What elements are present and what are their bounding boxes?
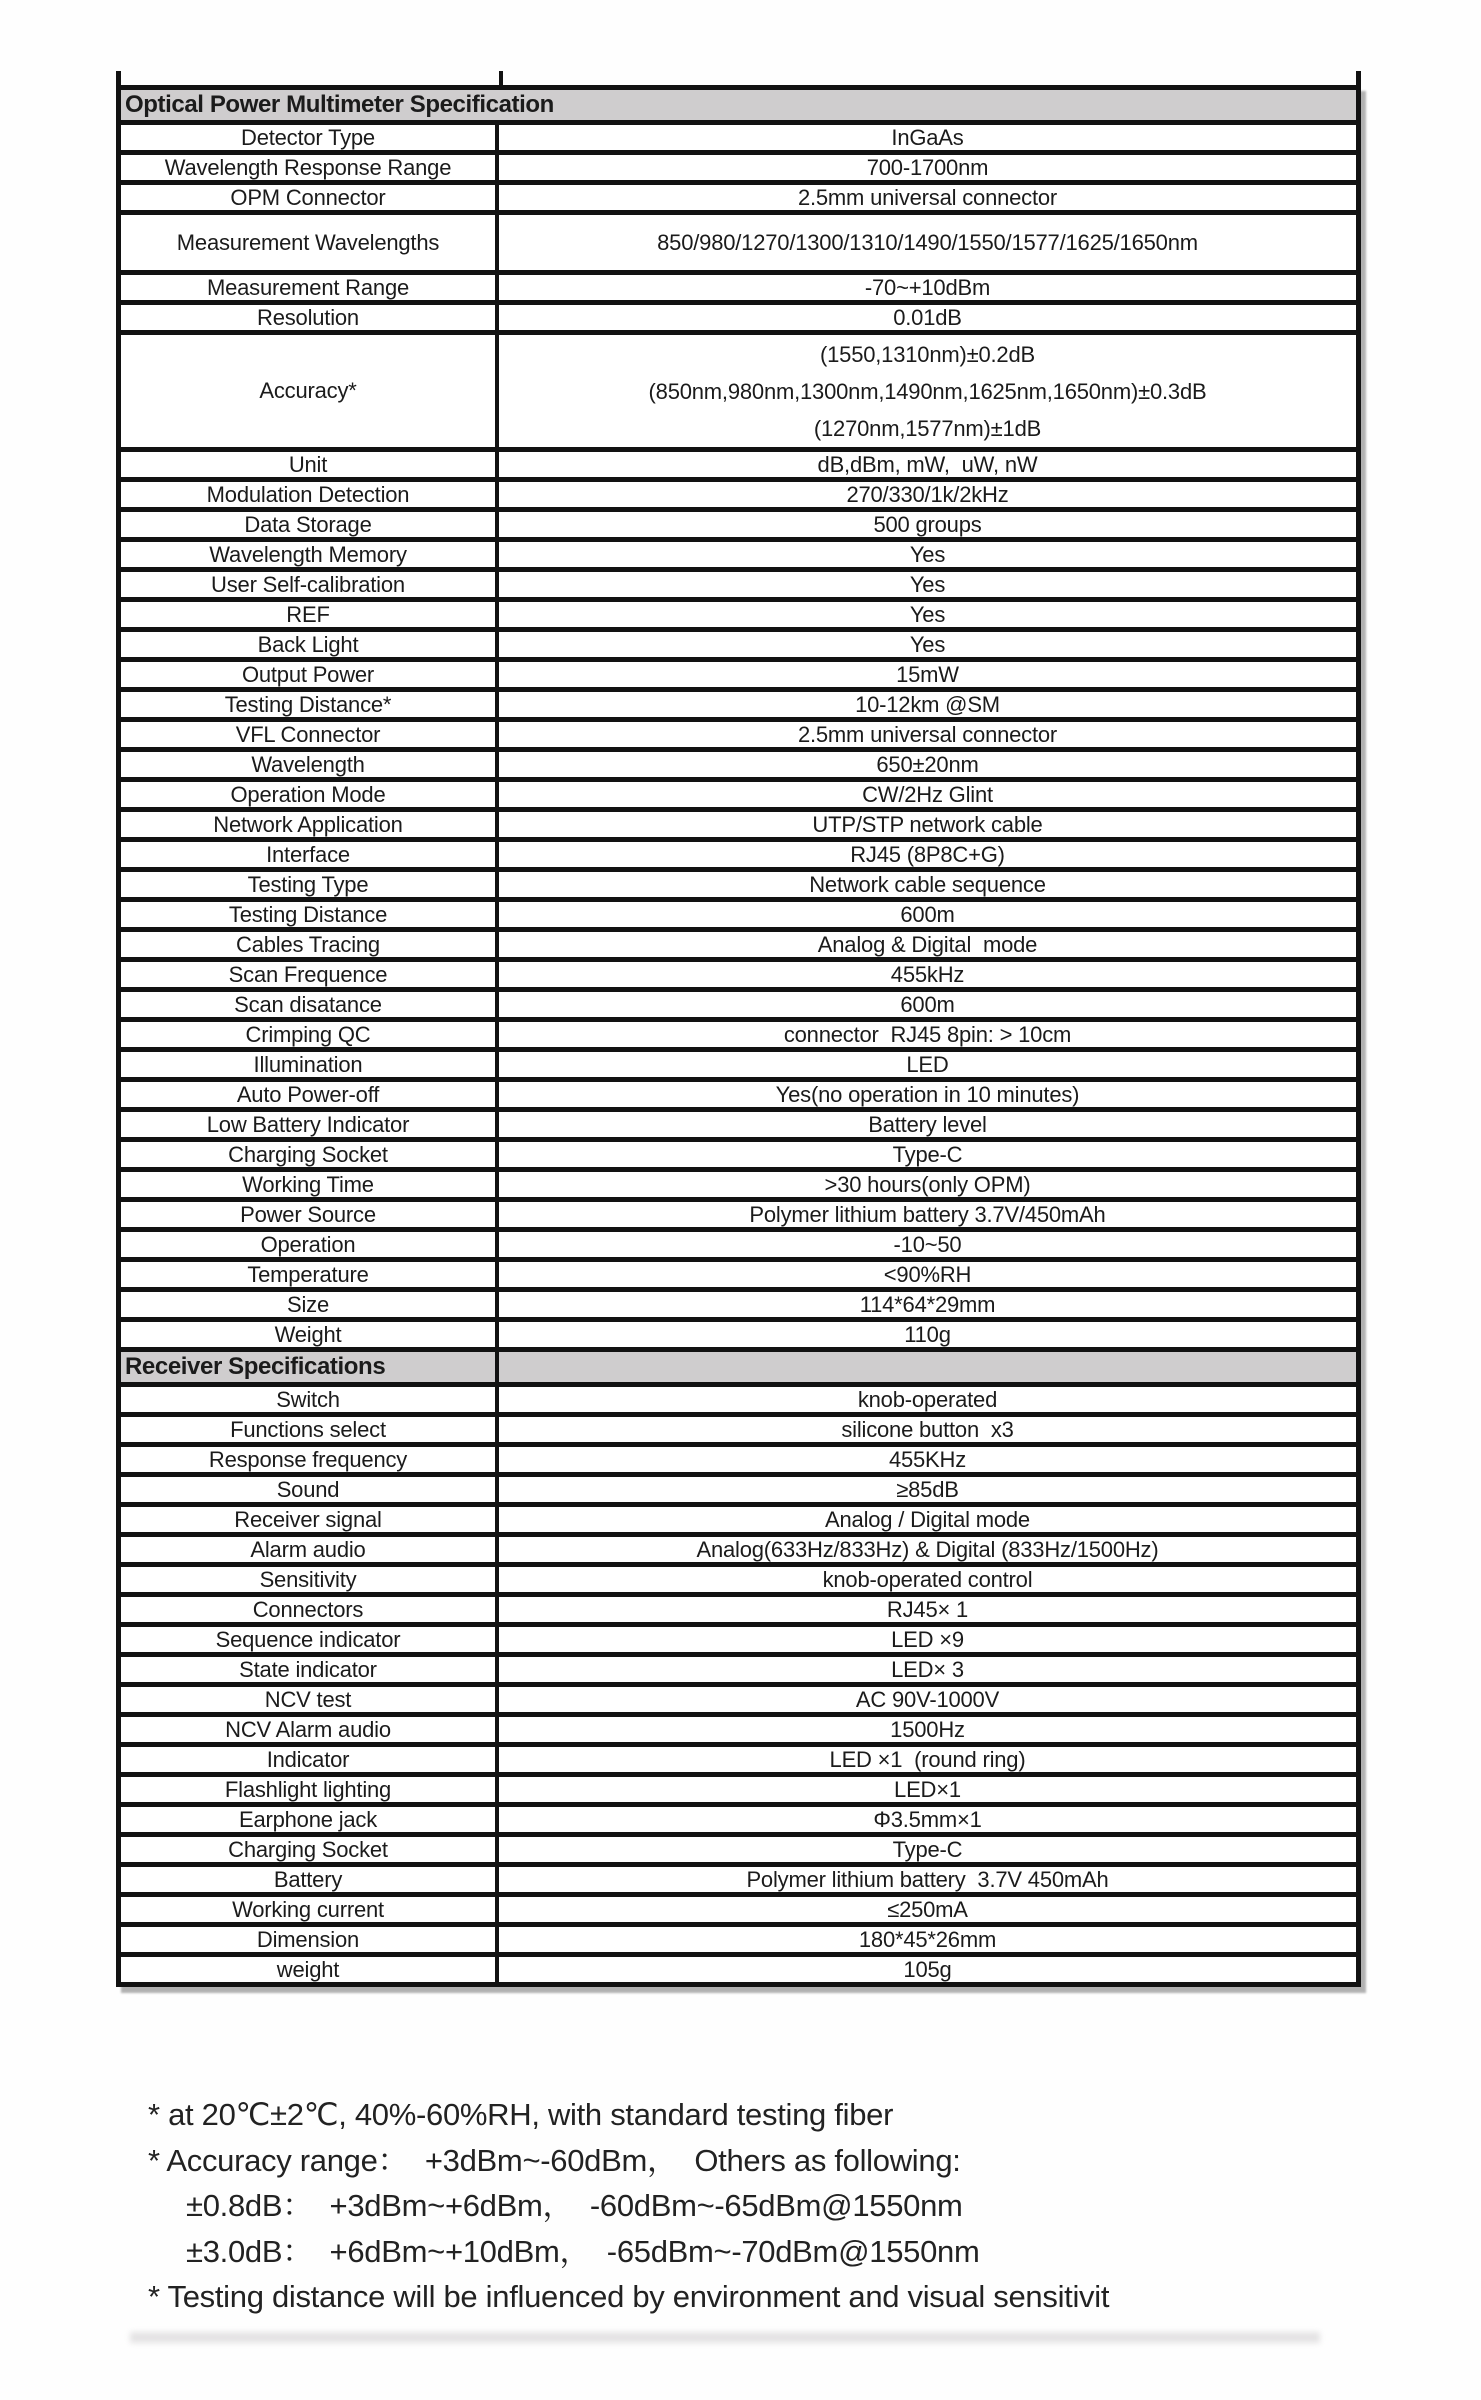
spec-value-line: (1270nm,1577nm)±1dB [813,415,1042,441]
spec-label: Operation [121,1232,499,1257]
spec-row [121,1387,1356,1417]
footnote-line: ±0.8dB： +3dBm~+6dBm， -60dBm~-65dBm@1550nm [186,2188,963,2223]
scan-artifact-smudge [130,2332,1320,2343]
spec-row [121,932,1356,962]
spec-label: Switch [121,1387,499,1412]
spec-label: Testing Distance [121,902,499,927]
spec-label: Scan Frequence [121,962,499,987]
spec-label: Flashlight lighting [121,1777,499,1802]
spec-value: LED ×9 [891,1627,964,1652]
spec-row [121,692,1356,722]
spec-value: CW/2Hz Glint [862,782,993,807]
spec-value: Network cable sequence [809,872,1046,897]
spec-label: Sequence indicator [121,1627,499,1652]
spec-label: Power Source [121,1202,499,1227]
spec-label: Scan disatance [121,992,499,1017]
spec-label: Earphone jack [121,1807,499,1832]
spec-value: Polymer lithium battery 3.7V 450mAh [746,1867,1109,1892]
spec-row [121,1957,1356,1982]
spec-value: 10-12km @SM [855,692,1000,717]
spec-value: Yes [909,632,946,657]
spec-value: 2.5mm universal connector [797,722,1058,747]
spec-row [121,662,1356,692]
spec-value: Type-C [892,1837,963,1862]
spec-label: Receiver signal [121,1507,499,1532]
spec-value: ≥85dB [896,1477,959,1502]
spec-row [121,452,1356,482]
spec-table [116,85,1361,1987]
spec-row [121,812,1356,842]
spec-value: dB,dBm, mW, uW, nW [817,452,1038,477]
spec-label: Back Light [121,632,499,657]
spec-value: 850/980/1270/1300/1310/1490/1550/1577/1625/1650nm [657,229,1198,255]
spec-row [121,782,1356,812]
spec-row [121,305,1356,335]
spec-label: Functions select [121,1417,499,1442]
spec-value: LED ×1 (round ring) [829,1747,1026,1772]
spec-row [121,1807,1356,1837]
spec-value: 455kHz [890,962,965,987]
spec-value: RJ45× 1 [886,1597,969,1622]
spec-label: Charging Socket [121,1837,499,1862]
spec-row [121,1777,1356,1807]
spec-row [121,1322,1356,1352]
spec-row [121,1567,1356,1597]
footnote-line: ±3.0dB： +6dBm~+10dBm， -65dBm~-70dBm@1550nm [186,2233,980,2269]
spec-label: Unit [121,452,499,477]
spec-value: Yes [909,602,946,627]
spec-label: Interface [121,842,499,867]
spec-row [121,1292,1356,1322]
spec-row [121,542,1356,572]
spec-value: 500 groups [873,512,982,537]
spec-row [121,1627,1356,1657]
spec-row [121,842,1356,872]
spec-value: <90%RH [883,1262,972,1287]
spec-label: Low Battery Indicator [121,1112,499,1137]
spec-row [121,512,1356,542]
spec-row [121,1717,1356,1747]
section-header-label: Optical Power Multimeter Specification [125,91,554,118]
spec-value: Analog(633Hz/833Hz) & Digital (833Hz/1500Hz) [696,1537,1159,1562]
spec-row [121,632,1356,662]
spec-label: Connectors [121,1597,499,1622]
spec-label: Alarm audio [121,1537,499,1562]
spec-value: Φ3.5mm×1 [873,1807,982,1832]
spec-value: ≤250mA [887,1897,968,1922]
spec-value: 600m [900,902,955,927]
spec-value: -70~+10dBm [864,275,991,300]
spec-label: Working current [121,1897,499,1922]
spec-row [121,722,1356,752]
spec-value: 600m [900,992,955,1017]
spec-row [121,962,1356,992]
spec-value: 1500Hz [890,1717,965,1742]
spec-value: >30 hours(only OPM) [824,1172,1031,1197]
spec-row [121,1172,1356,1202]
spec-value: Battery level [868,1112,987,1137]
spec-value: 0.01dB [893,305,962,330]
spec-value: silicone button x3 [841,1417,1014,1442]
spec-label: Wavelength Response Range [121,155,499,180]
spec-row [121,1447,1356,1477]
spec-label: Detector Type [121,125,499,150]
spec-value: -10~50 [893,1232,962,1257]
spec-row [121,1867,1356,1897]
spec-label: Wavelength Memory [121,542,499,567]
spec-row [121,1022,1356,1052]
spec-label: User Self-calibration [121,572,499,597]
spec-label: Resolution [121,305,499,330]
spec-row [121,1082,1356,1112]
spec-row [121,1507,1356,1537]
spec-label: Charging Socket [121,1142,499,1167]
spec-label: REF [121,602,499,627]
spec-row [121,1112,1356,1142]
spec-label: Indicator [121,1747,499,1772]
spec-value: RJ45 (8P8C+G) [850,842,1005,867]
spec-row [121,125,1356,155]
spec-label: Sound [121,1477,499,1502]
spec-row [121,335,1356,452]
section-header-row [121,1352,1356,1387]
spec-row [121,1537,1356,1567]
spec-row [121,872,1356,902]
spec-label: Size [121,1292,499,1317]
spec-value: 2.5mm universal connector [797,185,1058,210]
spec-row [121,752,1356,782]
spec-label: Illumination [121,1052,499,1077]
spec-row [121,215,1356,275]
spec-value: Analog / Digital mode [825,1507,1030,1532]
spec-label: Measurement Wavelengths [121,215,499,270]
spec-value: Analog & Digital mode [817,932,1038,957]
spec-label: Crimping QC [121,1022,499,1047]
spec-row [121,1897,1356,1927]
spec-value: 114*64*29mm [859,1292,996,1317]
spec-label: OPM Connector [121,185,499,210]
spec-label: Network Application [121,812,499,837]
footnote-line: * at 20℃±2℃, 40%-60%RH, with standard testing fiber [148,2097,894,2132]
spec-label: Auto Power-off [121,1082,499,1107]
spec-row [121,1687,1356,1717]
spec-row [121,1417,1356,1447]
spec-row [121,602,1356,632]
spec-label: State indicator [121,1657,499,1682]
spec-label: weight [121,1957,499,1982]
section-header-label: Receiver Specifications [121,1352,499,1382]
spec-label: NCV test [121,1687,499,1712]
spec-label: Battery [121,1867,499,1892]
spec-label: Modulation Detection [121,482,499,507]
spec-value: LED× 3 [891,1657,964,1682]
spec-label: VFL Connector [121,722,499,747]
spec-row [121,1202,1356,1232]
spec-label: Working Time [121,1172,499,1197]
spec-value: LED×1 [894,1777,961,1802]
spec-label: Cables Tracing [121,932,499,957]
spec-value: 650±20nm [876,752,979,777]
spec-row [121,572,1356,602]
spec-row [121,1657,1356,1687]
spec-value: Yes [909,542,946,567]
spec-row [121,1232,1356,1262]
spec-value: 270/330/1k/2kHz [846,482,1009,507]
spec-value: Type-C [892,1142,963,1167]
spec-row [121,1052,1356,1082]
spec-label: Response frequency [121,1447,499,1472]
spec-value: knob-operated [857,1387,998,1412]
spec-row [121,1927,1356,1957]
spec-value: LED [906,1052,949,1077]
spec-value: Yes(no operation in 10 minutes) [775,1082,1080,1107]
spec-value: 15mW [896,662,959,687]
spec-value: Yes [909,572,946,597]
spec-label: Testing Type [121,872,499,897]
spec-label: Accuracy* [121,335,499,447]
spec-row [121,1477,1356,1507]
spec-label: Output Power [121,662,499,687]
spec-value: 110g [904,1322,951,1347]
spec-label: Dimension [121,1927,499,1952]
spec-value-line: (1550,1310nm)±0.2dB [820,341,1035,367]
spec-row [121,155,1356,185]
spec-row [121,1747,1356,1777]
spec-value-line: (850nm,980nm,1300nm,1490nm,1625nm,1650nm)±0.3dB [648,378,1207,404]
spec-value [499,335,1356,447]
spec-row [121,992,1356,1022]
spec-value: Polymer lithium battery 3.7V/450mAh [749,1202,1106,1227]
spec-label: Weight [121,1322,499,1347]
spec-row [121,1262,1356,1292]
spec-row [121,482,1356,512]
spec-value: UTP/STP network cable [812,812,1043,837]
section-header-row [121,90,1356,125]
spec-value: 700-1700nm [866,155,989,180]
spec-label: Wavelength [121,752,499,777]
spec-value: 180*45*26mm [858,1927,997,1952]
spec-value: 105g [903,1957,952,1982]
spec-row [121,185,1356,215]
spec-row [121,1142,1356,1172]
spec-row [121,275,1356,305]
spec-value: 455KHz [888,1447,967,1472]
footnotes [148,2092,1388,2320]
footnote-line: * Testing distance will be influenced by environment and visual sensitivit [148,2279,1110,2314]
spec-label: Sensitivity [121,1567,499,1592]
spec-label: Temperature [121,1262,499,1287]
section-header-empty-cell [499,1352,1356,1382]
spec-row [121,1837,1356,1867]
spec-label: Operation Mode [121,782,499,807]
spec-row [121,902,1356,932]
spec-value: AC 90V-1000V [855,1687,1000,1712]
spec-label: Testing Distance* [121,692,499,717]
spec-value: knob-operated control [822,1567,1033,1592]
spec-row [121,1597,1356,1627]
spec-label: Measurement Range [121,275,499,300]
footnote-line: * Accuracy range： +3dBm~-60dBm， Others as following: [148,2142,961,2178]
spec-value: InGaAs [891,125,964,150]
spec-label: NCV Alarm audio [121,1717,499,1742]
spec-value: connector RJ45 8pin: > 10cm [783,1022,1072,1047]
spec-label: Data Storage [121,512,499,537]
